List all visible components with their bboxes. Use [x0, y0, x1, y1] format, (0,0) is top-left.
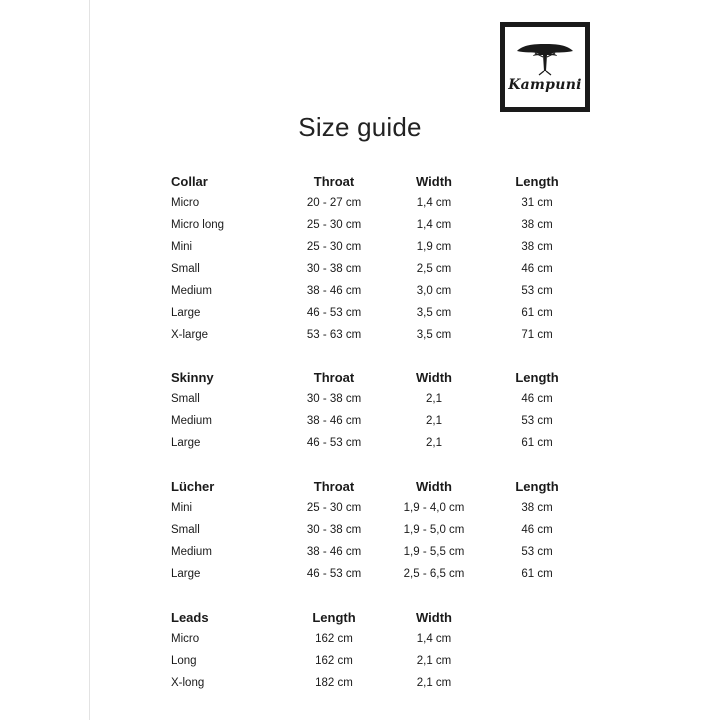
table-row: [0, 410, 720, 432]
table-cell: 2,1 cm: [416, 655, 452, 667]
table-cell: Medium: [171, 546, 212, 558]
table-cell: 1,9 - 5,0 cm: [403, 524, 465, 536]
size-table-leads: [0, 607, 720, 694]
table-row: [0, 280, 720, 302]
brand-logo: [500, 22, 590, 112]
table-cell: 25 - 30 cm: [306, 502, 362, 514]
table-cell: 25 - 30 cm: [306, 241, 362, 253]
table-cell: 162 cm: [315, 633, 353, 645]
table-cell: 182 cm: [315, 677, 353, 689]
table-row: [0, 519, 720, 541]
table-cell: 3,5 cm: [416, 329, 452, 341]
table-cell: 53 cm: [521, 415, 553, 427]
table-cell: Small: [171, 524, 200, 536]
table-cell: 71 cm: [521, 329, 553, 341]
table-cell: Small: [171, 393, 200, 405]
table-row: [0, 388, 720, 410]
table-cell: 46 - 53 cm: [306, 307, 362, 319]
column-header: Width: [416, 610, 452, 625]
table-row: [0, 324, 720, 346]
page-title: Size guide: [298, 112, 422, 142]
table-cell: 1,9 cm: [416, 241, 452, 253]
table-row: [0, 432, 720, 454]
size-table-lucher: [0, 476, 720, 585]
column-header: Leads: [171, 610, 209, 625]
table-cell: 46 - 53 cm: [306, 568, 362, 580]
table-cell: 30 - 38 cm: [306, 393, 362, 405]
table-row: [0, 497, 720, 519]
table-cell: 38 cm: [521, 502, 553, 514]
brand-name: Kampuni: [508, 77, 582, 93]
table-header-row: [0, 367, 720, 388]
table-cell: 2,1: [426, 415, 442, 427]
table-header-row: [0, 607, 720, 628]
acacia-tree-icon: [513, 41, 577, 77]
table-row: [0, 258, 720, 280]
table-header-row: [0, 476, 720, 497]
table-cell: 25 - 30 cm: [306, 219, 362, 231]
size-table-collar: [0, 171, 720, 346]
column-header: Length: [515, 174, 559, 189]
table-cell: Micro: [171, 197, 200, 209]
table-row: [0, 192, 720, 214]
table-cell: 2,5 cm: [416, 263, 452, 275]
column-header: Width: [416, 174, 452, 189]
table-cell: Large: [171, 307, 201, 319]
table-cell: 162 cm: [315, 655, 353, 667]
table-cell: 46 cm: [521, 524, 553, 536]
table-cell: 3,0 cm: [416, 285, 452, 297]
column-header: Length: [515, 479, 559, 494]
table-cell: 1,9 - 5,5 cm: [403, 546, 465, 558]
table-cell: 2,1 cm: [416, 677, 452, 689]
table-row: [0, 302, 720, 324]
table-cell: X-long: [171, 677, 205, 689]
table-cell: Long: [171, 655, 197, 667]
table-cell: Micro long: [171, 219, 225, 231]
column-header: Throat: [313, 370, 355, 385]
table-cell: 2,5 - 6,5 cm: [403, 568, 465, 580]
table-cell: 38 cm: [521, 219, 553, 231]
table-cell: 53 cm: [521, 546, 553, 558]
table-cell: 46 - 53 cm: [306, 437, 362, 449]
table-row: [0, 236, 720, 258]
table-cell: 38 - 46 cm: [306, 285, 362, 297]
table-row: [0, 672, 720, 694]
table-row: [0, 541, 720, 563]
table-cell: 38 - 46 cm: [306, 415, 362, 427]
table-cell: 38 cm: [521, 241, 553, 253]
table-cell: 1,4 cm: [416, 219, 452, 231]
table-cell: 30 - 38 cm: [306, 263, 362, 275]
column-header: Width: [416, 479, 452, 494]
column-header: Width: [416, 370, 452, 385]
table-cell: 38 - 46 cm: [306, 546, 362, 558]
table-cell: Mini: [171, 502, 193, 514]
column-header: Length: [312, 610, 356, 625]
column-header: Skinny: [171, 370, 214, 385]
table-row: [0, 563, 720, 585]
table-cell: 2,1: [426, 437, 442, 449]
table-cell: 3,5 cm: [416, 307, 452, 319]
table-row: [0, 214, 720, 236]
table-cell: 53 cm: [521, 285, 553, 297]
table-cell: 61 cm: [521, 568, 553, 580]
table-cell: 1,4 cm: [416, 633, 452, 645]
table-cell: Large: [171, 568, 201, 580]
table-cell: 46 cm: [521, 393, 553, 405]
table-cell: 46 cm: [521, 263, 553, 275]
table-cell: 61 cm: [521, 307, 553, 319]
table-cell: Small: [171, 263, 200, 275]
table-cell: Medium: [171, 415, 212, 427]
table-cell: Medium: [171, 285, 212, 297]
table-cell: 1,4 cm: [416, 197, 452, 209]
column-header: Throat: [313, 479, 355, 494]
table-cell: Mini: [171, 241, 193, 253]
column-header: Length: [515, 370, 559, 385]
column-header: Lücher: [171, 479, 215, 494]
table-cell: 61 cm: [521, 437, 553, 449]
table-cell: 20 - 27 cm: [306, 197, 362, 209]
size-table-skinny: [0, 367, 720, 454]
table-cell: Micro: [171, 633, 200, 645]
table-cell: Large: [171, 437, 201, 449]
table-cell: 31 cm: [521, 197, 553, 209]
table-cell: 53 - 63 cm: [306, 329, 362, 341]
column-header: Throat: [313, 174, 355, 189]
table-cell: X-large: [171, 329, 209, 341]
table-header-row: [0, 171, 720, 192]
table-row: [0, 628, 720, 650]
column-header: Collar: [171, 174, 208, 189]
table-cell: 30 - 38 cm: [306, 524, 362, 536]
table-cell: 2,1: [426, 393, 442, 405]
table-cell: 1,9 - 4,0 cm: [403, 502, 465, 514]
table-row: [0, 650, 720, 672]
